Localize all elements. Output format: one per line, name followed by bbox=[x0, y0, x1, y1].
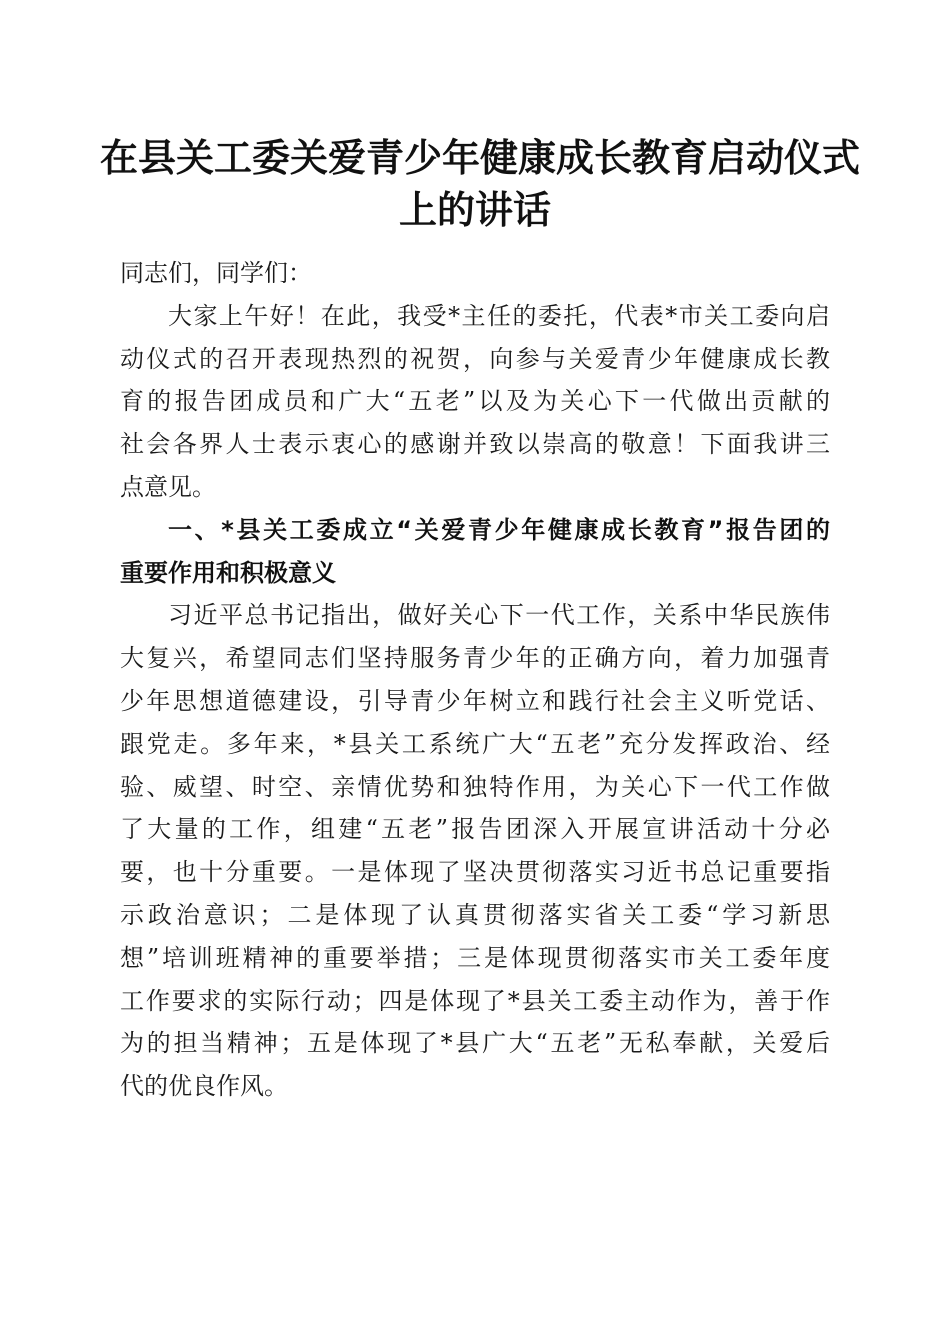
section-body-paragraph bbox=[120, 594, 830, 1108]
intro-line: 动仪式的召开表现热烈的祝贺，向参与关爱青少年健康成长教 bbox=[120, 344, 830, 373]
section-heading-line: 一、*县关工委成立“关爱青少年健康成长教育”报告团的 bbox=[168, 515, 830, 544]
document-title bbox=[100, 132, 861, 236]
salutation-text: 同志们，同学们： bbox=[120, 259, 312, 287]
body-line: 为的担当精神；五是体现了*县广大“五老”无私奉献，关爱后 bbox=[120, 1029, 830, 1058]
body-line: 想”培训班精神的重要举措；三是体现贯彻落实市关工委年度 bbox=[120, 943, 830, 972]
intro-line: 大家上午好！在此，我受*主任的委托，代表*市关工委向启 bbox=[168, 301, 830, 330]
title-line-2: 上的讲话 bbox=[398, 187, 551, 232]
intro-paragraph bbox=[120, 295, 830, 509]
body-line: 验、威望、时空、亲情优势和独特作用，为关心下一代工作做 bbox=[120, 772, 830, 801]
intro-line: 社会各界人士表示衷心的感谢并致以崇高的敬意！下面我讲三 bbox=[120, 430, 830, 459]
body-line: 大复兴，希望同志们坚持服务青少年的正确方向，着力加强青 bbox=[120, 644, 830, 673]
body-line: 示政治意识；二是体现了认真贯彻落实省关工委“学习新思 bbox=[120, 900, 830, 929]
salutation bbox=[120, 252, 830, 295]
intro-line: 点意见。 bbox=[120, 472, 216, 501]
body-line: 了大量的工作，组建“五老”报告团深入开展宣讲活动十分必 bbox=[120, 815, 830, 844]
body-line: 跟党走。多年来，*县关工系统广大“五老”充分发挥政治、经 bbox=[120, 729, 830, 758]
document-body bbox=[120, 252, 830, 1108]
title-line-1: 在县关工委关爱青少年健康成长教育启动仪式 bbox=[100, 135, 861, 180]
section-heading bbox=[120, 509, 830, 595]
body-line: 代的优良作风。 bbox=[120, 1072, 288, 1101]
body-line: 少年思想道德建设，引导青少年树立和践行社会主义听党话、 bbox=[120, 686, 830, 715]
intro-line: 育的报告团成员和广大“五老”以及为关心下一代做出贡献的 bbox=[120, 387, 830, 416]
body-line: 要，也十分重要。一是体现了坚决贯彻落实习近书总记重要指 bbox=[120, 858, 830, 887]
body-line: 习近平总书记指出，做好关心下一代工作，关系中华民族伟 bbox=[168, 601, 830, 630]
body-line: 工作要求的实际行动；四是体现了*县关工委主动作为，善于作 bbox=[120, 986, 830, 1015]
section-heading-line: 重要作用和积极意义 bbox=[120, 558, 336, 587]
